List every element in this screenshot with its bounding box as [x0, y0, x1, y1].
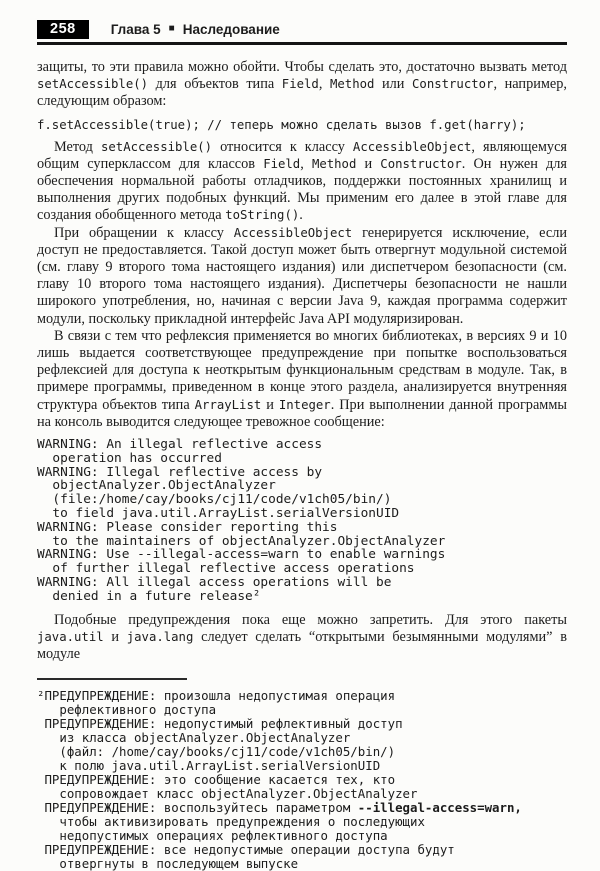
page-header [37, 20, 567, 39]
code-line: WARNING: Please consider reporting this [37, 519, 338, 535]
square-bullet-icon: ■ [168, 23, 175, 34]
code-line: (файл: /home/cay/books/cj11/code/v1ch05/bin/) [37, 744, 396, 760]
header-rule [37, 42, 567, 45]
paragraph-reflection-warning [37, 328, 567, 431]
inline-code: Method [311, 156, 357, 171]
code-line: objectAnalyzer.ObjectAnalyzer [37, 478, 276, 494]
code-line: ²ПРЕДУПРЕЖДЕНИЕ: произошла недопустимая операция [37, 688, 396, 704]
inline-code: setAccessible() [37, 77, 149, 92]
code-example: f.setAccessible(true); // теперь можно сделать вызов f.get(harry); [37, 117, 526, 132]
text-segment: относится к классу [212, 138, 353, 155]
code-line: of further illegal reflective access operations [37, 561, 415, 577]
code-line: WARNING: All illegal access operations will be [37, 575, 392, 591]
text-segment: следует сделать “открытыми безымянными модулями” в модуле [37, 628, 567, 663]
text-segment: . При выполнении данной программы на консоль выводится следующее тревожное сообщение: [37, 396, 567, 430]
inline-code: setAccessible() [100, 139, 213, 154]
text-segment: и [103, 628, 127, 645]
text-segment: . [299, 207, 303, 224]
text-segment: При обращении к классу [54, 224, 234, 241]
code-line: to the maintainers of objectAnalyzer.ObjectAnalyzer [37, 533, 446, 549]
chapter-label: Глава 5 [110, 22, 161, 37]
code-line: к полю java.util.ArrayList.serialVersionUID [37, 758, 381, 774]
inline-code: Method [329, 77, 375, 92]
code-line: (file:/home/cay/books/cj11/code/v1ch05/bin/) [37, 492, 392, 508]
warning-console-output [37, 438, 567, 604]
code-line: рефлективного доступа [37, 702, 217, 718]
inline-code: AccessibleObject [352, 139, 472, 154]
inline-code: AccessibleObject [233, 225, 353, 240]
text-segment: Подобные предупреждения пока еще можно запретить. Для этого пакеты [54, 611, 567, 628]
text-segment: , [300, 155, 312, 172]
text-segment: защиты, то эти правила можно обойти. Чтобы сделать это, достаточно вызвать метод [37, 59, 567, 75]
code-line: недопустимых операциях рефлективного доступа [37, 828, 388, 844]
text-segment: --illegal-access=warn, [357, 800, 522, 816]
text-segment: и [356, 155, 381, 172]
inline-code: ArrayList [194, 397, 262, 412]
text-segment: Метод [54, 138, 101, 155]
code-line: ПРЕДУПРЕЖДЕНИЕ: это сообщение касается тех, кто [37, 772, 396, 788]
inline-code: Constructor [412, 77, 494, 92]
paragraph-accessibleobject [37, 225, 567, 328]
code-line: operation has occurred [37, 450, 222, 466]
code-line: ПРЕДУПРЕЖДЕНИЕ: недопустимый рефлективный доступ [37, 716, 403, 732]
chapter-title: Наследование [182, 22, 280, 37]
text-segment: , являющемуся общим суперклассом для классов [37, 138, 568, 172]
code-line: ПРЕДУПРЕЖДЕНИЕ: все недопустимые операции доступа будут [37, 842, 455, 858]
code-line: WARNING: An illegal reflective access [37, 437, 323, 453]
text-segment: , например, следующим образом: [37, 76, 567, 110]
page-number: 258 [37, 20, 89, 39]
code-line: denied in a future release² [37, 588, 261, 604]
inline-code: Field [281, 77, 319, 92]
code-line [37, 801, 567, 815]
footnote-separator-rule [37, 678, 187, 680]
code-line: чтобы активизировать предупреждения о последующих [37, 814, 425, 830]
text-segment: . Он нужен для обеспечения нормальной работы отладчиков, поддержки постоянных хранилищ и выполнения других подобных функций. Мы применим его далее в этой главе для создания обобщенного метода [37, 155, 567, 224]
text-segment: или [374, 76, 413, 93]
text-segment: и [261, 396, 279, 413]
code-line: сопровождает класс objectAnalyzer.ObjectAnalyzer [37, 786, 418, 802]
inline-code: Field [263, 156, 301, 171]
paragraph-suppress-warnings [37, 612, 567, 664]
inline-code: toString() [225, 208, 300, 223]
text-segment: , [318, 76, 330, 93]
code-line: отвергнуты в последующем выпуске [37, 856, 299, 871]
code-line: из класса objectAnalyzer.ObjectAnalyzer [37, 730, 351, 746]
inline-code: Integer [278, 397, 331, 412]
text-segment: ПРЕДУПРЕЖДЕНИЕ: воспользуйтесь параметром [37, 800, 358, 816]
code-line: to field java.util.ArrayList.serialVersionUID [37, 506, 400, 522]
text-segment: для объектов типа [148, 76, 282, 93]
inline-code: Constructor [380, 156, 462, 171]
inline-code: java.lang [126, 629, 194, 644]
code-line: WARNING: Use --illegal-access=warn to enable warnings [37, 547, 446, 563]
text-segment: В связи с тем что рефлексия применяется во многих библиотеках, в версиях 9 и 10 лишь выдается соответствующее предупреждение при попытке воспользоваться рефлексией для доступа к неоткрытым функциональным средствам в модуле. Так, в примере программы, приведенном в конце этого раздела, анализируется внутренняя структура объектов типа [37, 327, 567, 413]
paragraph-setaccessible [37, 139, 567, 225]
text-segment: генерируется исключение, если доступ не предоставляется. Такой доступ может быть отвергнут модульной системой (см. главу 9 второго тома настоящего издания) или диспетчером безопасности (см. главу 10 второго тома настоящего издания). Диспетчеры безопасности не нашли широкого употребления, но, начиная с версии Java 9, каждая программа содержит модули, поскольку прикладной интерфейс Java API модуляризирован. [37, 224, 567, 327]
footnote-translation [37, 689, 567, 871]
code-line: WARNING: Illegal reflective access by [37, 464, 323, 480]
paragraph-continuation [37, 59, 567, 111]
inline-code: java.util [37, 629, 104, 644]
